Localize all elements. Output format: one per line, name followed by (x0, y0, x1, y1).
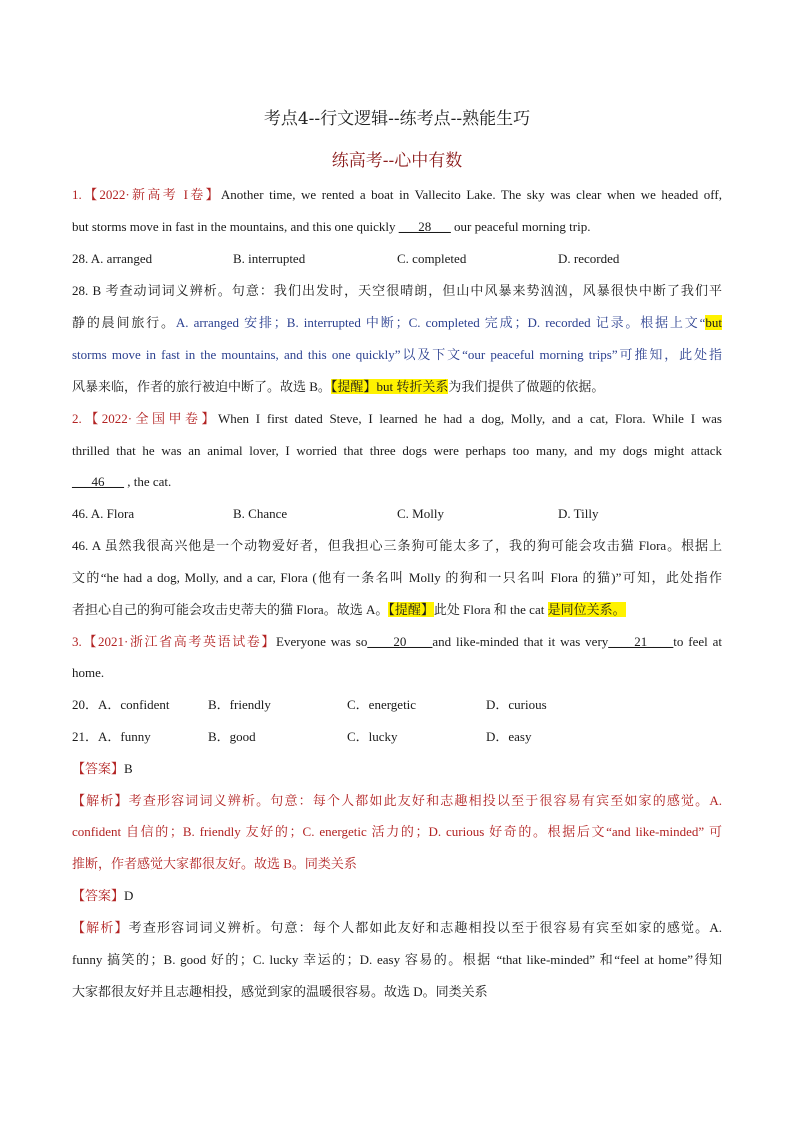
q3-answer-2-label: 【答案】 (72, 888, 125, 903)
q2-source: 【2022·全国甲卷】 (81, 411, 219, 426)
q1-explain-2 (72, 314, 722, 332)
page-subtitle: 练高考--心中有数 (331, 151, 463, 171)
q3-explain-2-line-1 (72, 919, 722, 937)
q2-explain-3c: 此处 Flora 和 the cat (433, 602, 548, 617)
q3-21-option-a: 21．A．funny (72, 729, 151, 744)
q3-explain-1-line-3: 推断，作者感觉大家都很友好。故选 B。同类关系 (72, 856, 357, 871)
q1-blank: ___28___ (398, 219, 451, 234)
q2-option-c: C. Molly (397, 506, 444, 521)
q3-text-1a: Everyone was so (276, 634, 368, 649)
q1-option-a: 28. A. arranged (72, 251, 153, 266)
q1-explain-4e: 为我们提供了做题的依据。 (448, 379, 605, 394)
q3-answer-1-label: 【答案】 (72, 761, 125, 776)
q3-text-1c: to feel at (673, 634, 722, 649)
q2-option-b: B. Chance (233, 506, 288, 521)
q3-explain-1-line-1 (72, 792, 722, 810)
q1-explain-4a: 风暴来临，作者的旅行被迫中断了。故选 B。 (72, 379, 331, 394)
q2-line-1 (72, 410, 722, 428)
q3-text-1b: and like-minded that it was very (432, 634, 609, 649)
q3-21-option-b: B．good (208, 729, 256, 744)
q3-line-1 (72, 633, 722, 651)
q2-text-3b: , the cat. (124, 474, 172, 489)
q1-explain-1b: 我们出发时，天空很晴朗，但山中风暴来势汹汹，风暴很快中断了我们平 (273, 283, 722, 298)
q3-number: 3. (72, 634, 82, 649)
q1-remind-but: but (376, 379, 397, 394)
q3-explain-2-label: 【解析】 (72, 920, 129, 935)
q1-explain-1a: 28. B 考查动词词义辨析。句意： (72, 283, 274, 298)
q1-option-c: C. completed (397, 251, 467, 266)
q2-remind-relation: 是同位关系。 (547, 602, 626, 617)
q3-explain-2-text-1: 考查形容词词义辨析。句意：每个人都如此友好和志趣相投以至于很容易有宾至如家的感觉。A. (128, 920, 722, 935)
q3-answer-1 (72, 760, 722, 778)
q2-explain-1a: 46. A (72, 538, 105, 553)
q1-remind-label: 【提醒】 (330, 379, 377, 394)
q1-highlight-but: but (705, 315, 722, 330)
q1-source: 【2022·新高考 I卷】 (81, 187, 221, 202)
q3-20-option-b: B．friendly (208, 697, 271, 712)
q3-answer-2 (72, 887, 722, 905)
q2-option-d: D. Tilly (558, 506, 599, 521)
q2-line-2: thrilled that he was an animal lover, I worried that three dogs were perhaps too many, and my dogs might attack (72, 443, 722, 458)
q3-line-2: home. (72, 665, 105, 680)
q1-number: 1. (72, 187, 82, 202)
q2-option-a: 46. A. Flora (72, 506, 135, 521)
q2-remind-label: 【提醒】 (388, 602, 434, 617)
q1-explain-3: storms move in fast in the mountains, and this one quickly”以及下文“our peaceful morning trips”可推知，此处指 (72, 347, 722, 362)
q3-21-option-d: D．easy (486, 729, 532, 744)
q3-explain-1-label: 【解析】 (72, 793, 129, 808)
q2-explain-2: 文的“he had a dog, Molly, and a car, Flora (他有一条名叫 Molly 的狗和一只名叫 Flora 的猫)”可知，此处指作 (72, 570, 722, 585)
q3-answer-1-value: B (124, 761, 133, 776)
q1-line-2 (72, 218, 722, 236)
q1-option-b: B. interrupted (233, 251, 306, 266)
q3-answer-2-value: D (124, 888, 134, 903)
q3-blank-20: ____20____ (367, 634, 433, 649)
q1-explain-1 (72, 282, 722, 300)
q2-explain-3 (72, 601, 722, 619)
q3-20-option-a: 20．A．confident (72, 697, 170, 712)
q3-explain-1-text-1: 考查形容词词义辨析。句意：每个人都如此友好和志趣相投以至于很容易有宾至如家的感觉。A. (128, 793, 722, 808)
q3-20-option-d: D．curious (486, 697, 547, 712)
page-title: 考点4--行文逻辑--练考点--熟能生巧 (263, 109, 531, 129)
q1-explain-2a: 静的晨间旅行。 (72, 315, 176, 330)
q3-20-option-c: C．energetic (347, 697, 417, 712)
q2-line-3 (72, 473, 722, 491)
q2-explain-1 (72, 537, 722, 555)
q2-blank: ___46___ (72, 474, 124, 489)
q1-line-1 (72, 186, 722, 204)
q3-explain-1-line-2: confident 自信的；B. friendly 友好的；C. energetic 活力的；D. curious 好奇的。根据后文“and like-minded” 可 (72, 824, 722, 839)
q3-source: 【2021·浙江省高考英语试卷】 (81, 634, 277, 649)
q2-explain-3a: 者担心自己的狗可能会攻击史蒂夫的猫 Flora。故选 A。 (72, 602, 389, 617)
q2-explain-1b: 虽然我很高兴他是一个动物爱好者，但我担心三条狗可能太多了，我的狗可能会攻击猫 Flora。根据上 (104, 538, 722, 553)
q2-number: 2. (72, 411, 82, 426)
q1-explain-2b: A. arranged 安排；B. interrupted 中断；C. completed 完成；D. recorded 记录。根据上文“ (175, 315, 706, 330)
q1-text-2b: our peaceful morning trip. (450, 219, 591, 234)
q3-explain-2-line-2: funny 搞笑的；B. good 好的；C. lucky 幸运的；D. easy 容易的。根据 “that like-minded” 和“feel at home”得知 (72, 952, 722, 967)
q3-blank-21: ____21____ (608, 634, 674, 649)
q1-text-2a: but storms move in fast in the mountains, and this one quickly (72, 219, 399, 234)
q3-explain-2-line-3: 大家都很友好并且志趣相投，感觉到家的温暖很容易。故选 D。同类关系 (72, 984, 488, 999)
q1-remind-relation: 转折关系 (396, 379, 449, 394)
q1-explain-4 (72, 378, 722, 396)
q1-option-d: D. recorded (558, 251, 620, 266)
q3-21-option-c: C．lucky (347, 729, 398, 744)
q2-text-1: When I first dated Steve, I learned he had a dog, Molly, and a cat, Flora. While I was (218, 411, 722, 426)
q1-text-1: Another time, we rented a boat in Vallecito Lake. The sky was clear when we headed off, (220, 187, 722, 202)
